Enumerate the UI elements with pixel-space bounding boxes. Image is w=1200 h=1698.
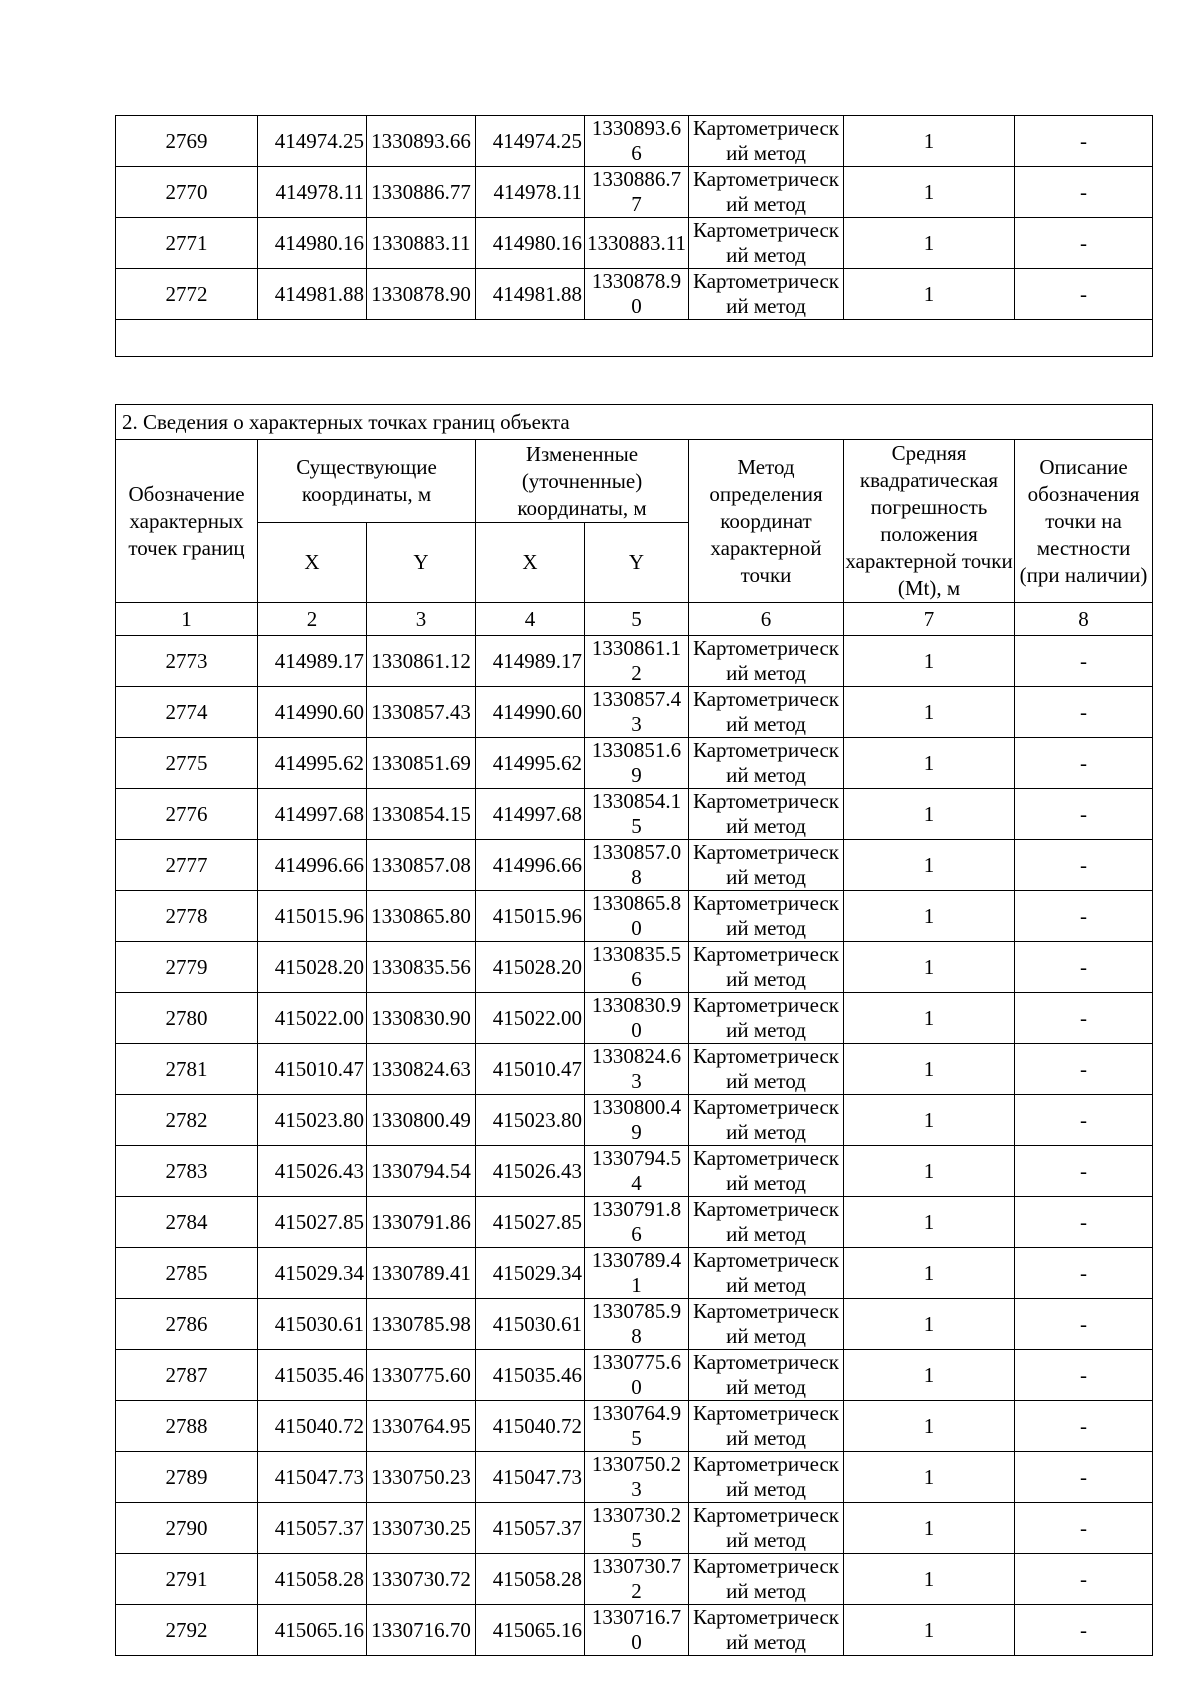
mean-square-error-cell: 1 [844, 116, 1015, 167]
x-changed-cell: 415010.47 [476, 1044, 585, 1095]
point-description-cell: - [1015, 1605, 1153, 1656]
header-designation: Обозначение характерных точек границ [116, 440, 258, 603]
mean-square-error-cell: 1 [844, 1605, 1015, 1656]
table-row [116, 116, 1153, 167]
mean-square-error-cell: 1 [844, 1503, 1015, 1554]
empty-table-row [116, 320, 1153, 357]
y-changed-cell: 1330775.60 [585, 1350, 689, 1401]
table-row [116, 1146, 1153, 1197]
boundary-points-table [115, 404, 1153, 1656]
x-existing-cell: 415023.80 [258, 1095, 367, 1146]
y-changed-cell: 1330730.25 [585, 1503, 689, 1554]
y-existing-cell: 1330716.70 [367, 1605, 476, 1656]
x-existing-cell: 415035.46 [258, 1350, 367, 1401]
table-row [116, 1503, 1153, 1554]
table-row [116, 891, 1153, 942]
column-number: 5 [585, 603, 689, 636]
x-changed-cell: 414990.60 [476, 687, 585, 738]
point-description-cell: - [1015, 1401, 1153, 1452]
point-number-cell: 2784 [116, 1197, 258, 1248]
header-y-changed: Y [585, 523, 689, 603]
y-existing-cell: 1330865.80 [367, 891, 476, 942]
point-number-cell: 2785 [116, 1248, 258, 1299]
table-row [116, 1095, 1153, 1146]
previous-page-table-tail [115, 115, 1153, 357]
table-row [116, 1299, 1153, 1350]
mean-square-error-cell: 1 [844, 1299, 1015, 1350]
y-existing-cell: 1330883.11 [367, 218, 476, 269]
method-cell: Картометрический метод [689, 269, 844, 320]
x-existing-cell: 415040.72 [258, 1401, 367, 1452]
mean-square-error-cell: 1 [844, 1452, 1015, 1503]
point-number-cell: 2780 [116, 993, 258, 1044]
point-description-cell: - [1015, 891, 1153, 942]
point-number-cell: 2773 [116, 636, 258, 687]
y-existing-cell: 1330854.15 [367, 789, 476, 840]
point-number-cell: 2786 [116, 1299, 258, 1350]
point-description-cell: - [1015, 942, 1153, 993]
point-description-cell: - [1015, 1299, 1153, 1350]
x-changed-cell: 415026.43 [476, 1146, 585, 1197]
point-number-cell: 2770 [116, 167, 258, 218]
x-changed-cell: 415058.28 [476, 1554, 585, 1605]
y-changed-cell: 1330716.70 [585, 1605, 689, 1656]
header-mean-square-error: Средняя квадратическая погрешность положения характерной точки (Mt), м [844, 440, 1015, 603]
table-row [116, 1197, 1153, 1248]
points-body [116, 636, 1153, 1656]
mean-square-error-cell: 1 [844, 218, 1015, 269]
table-row [116, 167, 1153, 218]
y-changed-cell: 1330830.90 [585, 993, 689, 1044]
top-rows-body [116, 116, 1153, 320]
y-changed-cell: 1330857.43 [585, 687, 689, 738]
x-existing-cell: 415029.34 [258, 1248, 367, 1299]
y-existing-cell: 1330893.66 [367, 116, 476, 167]
header-x-changed: X [476, 523, 585, 603]
table-row [116, 1452, 1153, 1503]
table-row [116, 1401, 1153, 1452]
mean-square-error-cell: 1 [844, 1044, 1015, 1095]
y-changed-cell: 1330861.12 [585, 636, 689, 687]
method-cell: Картометрический метод [689, 1452, 844, 1503]
y-changed-cell: 1330764.95 [585, 1401, 689, 1452]
point-number-cell: 2769 [116, 116, 258, 167]
method-cell: Картометрический метод [689, 1146, 844, 1197]
y-changed-cell: 1330800.49 [585, 1095, 689, 1146]
point-description-cell: - [1015, 840, 1153, 891]
x-existing-cell: 415028.20 [258, 942, 367, 993]
header-method: Метод определения координат характерной точки [689, 440, 844, 603]
mean-square-error-cell: 1 [844, 993, 1015, 1044]
method-cell: Картометрический метод [689, 1095, 844, 1146]
x-changed-cell: 415047.73 [476, 1452, 585, 1503]
x-existing-cell: 414996.66 [258, 840, 367, 891]
point-description-cell: - [1015, 218, 1153, 269]
y-existing-cell: 1330857.43 [367, 687, 476, 738]
x-existing-cell: 415026.43 [258, 1146, 367, 1197]
x-changed-cell: 415028.20 [476, 942, 585, 993]
point-number-cell: 2774 [116, 687, 258, 738]
x-changed-cell: 414997.68 [476, 789, 585, 840]
point-number-cell: 2779 [116, 942, 258, 993]
point-number-cell: 2782 [116, 1095, 258, 1146]
x-changed-cell: 415040.72 [476, 1401, 585, 1452]
x-changed-cell: 414996.66 [476, 840, 585, 891]
method-cell: Картометрический метод [689, 942, 844, 993]
x-changed-cell: 414974.25 [476, 116, 585, 167]
point-description-cell: - [1015, 1044, 1153, 1095]
point-number-cell: 2792 [116, 1605, 258, 1656]
x-changed-cell: 415023.80 [476, 1095, 585, 1146]
table-row [116, 269, 1153, 320]
point-number-cell: 2776 [116, 789, 258, 840]
point-description-cell: - [1015, 993, 1153, 1044]
x-existing-cell: 414997.68 [258, 789, 367, 840]
mean-square-error-cell: 1 [844, 687, 1015, 738]
y-existing-cell: 1330791.86 [367, 1197, 476, 1248]
header-existing-coordinates: Существующие координаты, м [258, 440, 476, 523]
point-description-cell: - [1015, 636, 1153, 687]
x-existing-cell: 415057.37 [258, 1503, 367, 1554]
point-number-cell: 2789 [116, 1452, 258, 1503]
mean-square-error-cell: 1 [844, 1554, 1015, 1605]
y-existing-cell: 1330857.08 [367, 840, 476, 891]
y-changed-cell: 1330865.80 [585, 891, 689, 942]
method-cell: Картометрический метод [689, 1503, 844, 1554]
table-row [116, 1605, 1153, 1656]
method-cell: Картометрический метод [689, 1350, 844, 1401]
y-existing-cell: 1330861.12 [367, 636, 476, 687]
y-existing-cell: 1330794.54 [367, 1146, 476, 1197]
mean-square-error-cell: 1 [844, 636, 1015, 687]
y-existing-cell: 1330886.77 [367, 167, 476, 218]
method-cell: Картометрический метод [689, 1044, 844, 1095]
x-changed-cell: 414978.11 [476, 167, 585, 218]
point-description-cell: - [1015, 1146, 1153, 1197]
method-cell: Картометрический метод [689, 1248, 844, 1299]
x-existing-cell: 415010.47 [258, 1044, 367, 1095]
mean-square-error-cell: 1 [844, 789, 1015, 840]
column-number: 7 [844, 603, 1015, 636]
table-row [116, 1554, 1153, 1605]
y-changed-cell: 1330730.72 [585, 1554, 689, 1605]
method-cell: Картометрический метод [689, 116, 844, 167]
y-changed-cell: 1330878.90 [585, 269, 689, 320]
y-existing-cell: 1330835.56 [367, 942, 476, 993]
mean-square-error-cell: 1 [844, 1401, 1015, 1452]
y-changed-cell: 1330851.69 [585, 738, 689, 789]
method-cell: Картометрический метод [689, 789, 844, 840]
table-row [116, 789, 1153, 840]
point-number-cell: 2775 [116, 738, 258, 789]
point-number-cell: 2771 [116, 218, 258, 269]
y-changed-cell: 1330750.23 [585, 1452, 689, 1503]
x-existing-cell: 415027.85 [258, 1197, 367, 1248]
point-number-cell: 2787 [116, 1350, 258, 1401]
y-existing-cell: 1330730.25 [367, 1503, 476, 1554]
y-existing-cell: 1330800.49 [367, 1095, 476, 1146]
column-number: 3 [367, 603, 476, 636]
table-row [116, 218, 1153, 269]
header-changed-coordinates: Измененные (уточненные) координаты, м [476, 440, 689, 523]
empty-cell [116, 320, 1153, 357]
method-cell: Картометрический метод [689, 891, 844, 942]
mean-square-error-cell: 1 [844, 942, 1015, 993]
x-changed-cell: 414989.17 [476, 636, 585, 687]
y-existing-cell: 1330851.69 [367, 738, 476, 789]
method-cell: Картометрический метод [689, 687, 844, 738]
x-existing-cell: 415047.73 [258, 1452, 367, 1503]
x-existing-cell: 414989.17 [258, 636, 367, 687]
x-changed-cell: 414995.62 [476, 738, 585, 789]
method-cell: Картометрический метод [689, 840, 844, 891]
column-number: 8 [1015, 603, 1153, 636]
x-changed-cell: 415057.37 [476, 1503, 585, 1554]
point-description-cell: - [1015, 1197, 1153, 1248]
point-description-cell: - [1015, 789, 1153, 840]
method-cell: Картометрический метод [689, 738, 844, 789]
y-changed-cell: 1330857.08 [585, 840, 689, 891]
point-description-cell: - [1015, 116, 1153, 167]
mean-square-error-cell: 1 [844, 738, 1015, 789]
y-changed-cell: 1330893.66 [585, 116, 689, 167]
point-number-cell: 2777 [116, 840, 258, 891]
mean-square-error-cell: 1 [844, 891, 1015, 942]
method-cell: Картометрический метод [689, 218, 844, 269]
x-existing-cell: 414990.60 [258, 687, 367, 738]
x-changed-cell: 415030.61 [476, 1299, 585, 1350]
x-changed-cell: 415015.96 [476, 891, 585, 942]
y-changed-cell: 1330886.77 [585, 167, 689, 218]
x-changed-cell: 415065.16 [476, 1605, 585, 1656]
header-point-description: Описание обозначения точки на местности (при наличии) [1015, 440, 1153, 603]
y-existing-cell: 1330750.23 [367, 1452, 476, 1503]
header-y-existing: Y [367, 523, 476, 603]
y-changed-cell: 1330883.11 [585, 218, 689, 269]
x-existing-cell: 414980.16 [258, 218, 367, 269]
x-existing-cell: 415015.96 [258, 891, 367, 942]
column-number-row [116, 603, 1153, 636]
x-existing-cell: 415065.16 [258, 1605, 367, 1656]
mean-square-error-cell: 1 [844, 167, 1015, 218]
method-cell: Картометрический метод [689, 1605, 844, 1656]
point-description-cell: - [1015, 1350, 1153, 1401]
column-number: 4 [476, 603, 585, 636]
point-number-cell: 2781 [116, 1044, 258, 1095]
y-changed-cell: 1330789.41 [585, 1248, 689, 1299]
point-number-cell: 2790 [116, 1503, 258, 1554]
table-row [116, 942, 1153, 993]
method-cell: Картометрический метод [689, 1554, 844, 1605]
y-existing-cell: 1330730.72 [367, 1554, 476, 1605]
column-number: 6 [689, 603, 844, 636]
x-changed-cell: 415022.00 [476, 993, 585, 1044]
point-number-cell: 2772 [116, 269, 258, 320]
mean-square-error-cell: 1 [844, 1248, 1015, 1299]
table-row [116, 993, 1153, 1044]
y-existing-cell: 1330830.90 [367, 993, 476, 1044]
table-row [116, 636, 1153, 687]
x-existing-cell: 414974.25 [258, 116, 367, 167]
x-changed-cell: 414980.16 [476, 218, 585, 269]
method-cell: Картометрический метод [689, 993, 844, 1044]
x-changed-cell: 414981.88 [476, 269, 585, 320]
table-row [116, 1044, 1153, 1095]
point-number-cell: 2778 [116, 891, 258, 942]
point-description-cell: - [1015, 1452, 1153, 1503]
y-changed-cell: 1330824.63 [585, 1044, 689, 1095]
table-row [116, 738, 1153, 789]
point-number-cell: 2791 [116, 1554, 258, 1605]
y-existing-cell: 1330824.63 [367, 1044, 476, 1095]
method-cell: Картометрический метод [689, 1401, 844, 1452]
point-description-cell: - [1015, 1554, 1153, 1605]
y-changed-cell: 1330854.15 [585, 789, 689, 840]
x-existing-cell: 415030.61 [258, 1299, 367, 1350]
column-number: 2 [258, 603, 367, 636]
point-description-cell: - [1015, 1248, 1153, 1299]
y-changed-cell: 1330794.54 [585, 1146, 689, 1197]
y-existing-cell: 1330775.60 [367, 1350, 476, 1401]
point-description-cell: - [1015, 738, 1153, 789]
x-existing-cell: 414995.62 [258, 738, 367, 789]
point-description-cell: - [1015, 687, 1153, 738]
x-existing-cell: 415022.00 [258, 993, 367, 1044]
point-description-cell: - [1015, 1503, 1153, 1554]
y-existing-cell: 1330789.41 [367, 1248, 476, 1299]
header-x-existing: X [258, 523, 367, 603]
mean-square-error-cell: 1 [844, 1146, 1015, 1197]
table-row [116, 687, 1153, 738]
mean-square-error-cell: 1 [844, 840, 1015, 891]
section-title: 2. Сведения о характерных точках границ объекта [116, 405, 1153, 440]
table-row [116, 1350, 1153, 1401]
y-existing-cell: 1330785.98 [367, 1299, 476, 1350]
x-changed-cell: 415029.34 [476, 1248, 585, 1299]
y-existing-cell: 1330878.90 [367, 269, 476, 320]
point-description-cell: - [1015, 1095, 1153, 1146]
point-number-cell: 2783 [116, 1146, 258, 1197]
method-cell: Картометрический метод [689, 167, 844, 218]
y-changed-cell: 1330791.86 [585, 1197, 689, 1248]
x-existing-cell: 415058.28 [258, 1554, 367, 1605]
y-changed-cell: 1330835.56 [585, 942, 689, 993]
x-changed-cell: 415027.85 [476, 1197, 585, 1248]
mean-square-error-cell: 1 [844, 1350, 1015, 1401]
method-cell: Картометрический метод [689, 1197, 844, 1248]
table-row [116, 840, 1153, 891]
x-changed-cell: 415035.46 [476, 1350, 585, 1401]
point-description-cell: - [1015, 167, 1153, 218]
mean-square-error-cell: 1 [844, 1095, 1015, 1146]
mean-square-error-cell: 1 [844, 1197, 1015, 1248]
y-existing-cell: 1330764.95 [367, 1401, 476, 1452]
y-changed-cell: 1330785.98 [585, 1299, 689, 1350]
x-existing-cell: 414978.11 [258, 167, 367, 218]
method-cell: Картометрический метод [689, 1299, 844, 1350]
point-description-cell: - [1015, 269, 1153, 320]
method-cell: Картометрический метод [689, 636, 844, 687]
table-row [116, 1248, 1153, 1299]
x-existing-cell: 414981.88 [258, 269, 367, 320]
column-number: 1 [116, 603, 258, 636]
point-number-cell: 2788 [116, 1401, 258, 1452]
mean-square-error-cell: 1 [844, 269, 1015, 320]
